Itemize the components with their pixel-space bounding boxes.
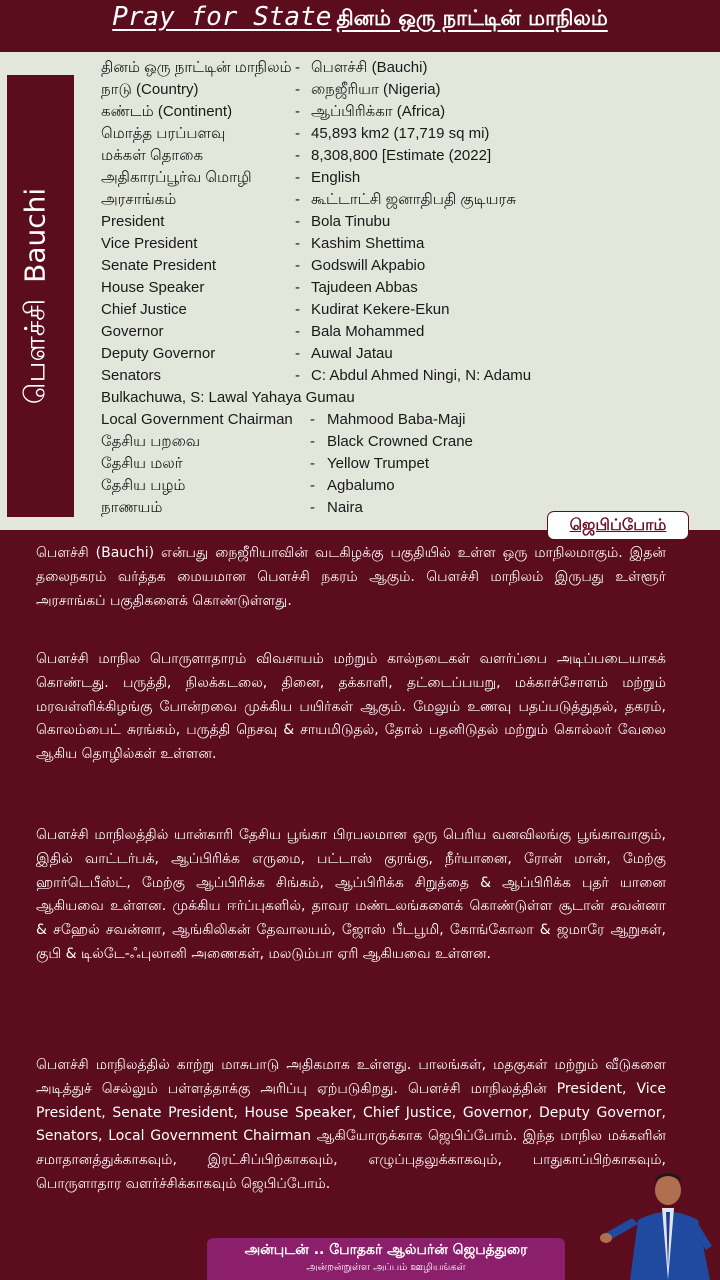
footer-signature	[207, 1238, 565, 1280]
paragraph-intro: பௌச்சி (Bauchi) என்பது நைஜீரியாவின் வடகிழக்கு பகுதியில் உள்ள ஒரு மாநிலமாகும். இதன் தலைநகரம் வர்த்தக மையமான பௌச்சி நகரம் ஆகும். பௌச்சி மாநிலம் இருபது உள்ளூர் அரசாங்கப் பகுதிகளைக் கொண்டுள்ளது.	[36, 545, 666, 609]
info-value: Kudirat Kekere-Ekun	[311, 301, 450, 318]
info-label: Vice President	[101, 235, 198, 252]
info-label: அரசாங்கம்	[101, 191, 177, 208]
info-value: Black Crowned Crane	[327, 433, 473, 450]
info-value: English	[311, 169, 361, 186]
info-value: Bola Tinubu	[311, 213, 391, 230]
info-label: தேசிய பறவை	[101, 433, 201, 450]
info-label: தினம் ஒரு நாட்டின் மாநிலம்	[101, 59, 292, 76]
info-value: 45,893 km2 (17,719 sq mi)	[311, 125, 490, 142]
info-value: Auwal Jatau	[311, 345, 393, 362]
info-label: மக்கள் தொகை	[101, 147, 204, 164]
page-title	[0, 2, 720, 33]
info-label: நாடு (Country)	[101, 81, 199, 98]
paragraph-attractions: பௌச்சி மாநிலத்தில் யான்காரி தேசிய பூங்கா பிரபலமான ஒரு பெரிய வனவிலங்கு பூங்காவாகும், இதில் வாட்டர்பக், ஆப்பிரிக்க எருமை, பட்டாஸ் குரங்கு, நீர்யானை, ரோன் மான், மேற்கு ஹார்டெபீஸ்ட், மேற்கு ஆப்பிரிக்க சிங்கம், ஆப்பிரிக்க சிறுத்தை & ஆப்பிரிக்க புதர் யானை ஆகியவை உள்ளன. முக்கிய ஈர்ப்புகளில், தாவர மண்டலங்களைக் கொண்டுள்ள சூடான் சவன்னா & சஹேல் சவன்னா, ஆங்கிலிகன் தேவாலயம், ஜோஸ் பீடபூமி, கோங்கோலா & ஜமாரே ஆறுகள், குபி & டில்டே-ஃபுலானி அணைகள், மலடும்பா ஏரி ஆகியவை உள்ளன.	[36, 827, 666, 962]
senators-continued: Bulkachuwa, S: Lawal Yahaya Gumau	[101, 389, 355, 406]
info-value: C: Abdul Ahmed Ningi, N: Adamu	[311, 367, 532, 384]
title-tamil: தினம் ஒரு நாட்டின் மாநிலம்	[336, 6, 608, 30]
info-label: Deputy Governor	[101, 345, 216, 362]
info-value: 8,308,800 [Estimate (2022]	[311, 147, 492, 164]
title-english: Pray for State	[112, 2, 332, 32]
footer-ministry: அன்றன்றுள்ள அப்பம் ஊழியங்கள்	[306, 1262, 466, 1273]
info-value: Bala Mohammed	[311, 323, 425, 340]
info-label: Chief Justice	[101, 301, 187, 318]
info-value: Yellow Trumpet	[327, 455, 429, 472]
info-label: கண்டம் (Continent)	[101, 103, 233, 120]
paragraph-prayer: பௌச்சி மாநிலத்தில் காற்று மாசுபாடு அதிகமாக உள்ளது. பாலங்கள், மதகுகள் மற்றும் வீடுகளை அடித்துச் செல்லும் பள்ளத்தாக்கு அரிப்பு ஏற்படுகிறது. பௌச்சி மாநிலத்தின் President, Vice President, Senate President, House Speaker, Chief Justice, Governor, Deputy Governor, Senators, Local Government Chairman ஆகியோருக்காக ஜெபிப்போம். இந்த மாநில மக்களின் சமாதானத்துக்காகவும், இரட்சிப்பிற்காகவும், எழுப்புதலுக்காகவும், பாதுகாப்பிற்காகவும், பொருளாதார வளர்ச்சிக்காகவும் ஜெபிப்போம்.	[36, 1057, 666, 1192]
info-value: ஆப்பிரிக்கா (Africa)	[311, 103, 446, 120]
info-label: மொத்த பரப்பளவு	[101, 125, 226, 142]
info-label: House Speaker	[101, 279, 205, 296]
info-value: கூட்டாட்சி ஜனாதிபதி குடியரசு	[311, 191, 516, 208]
footer-author: அன்புடன் .. போதகர் ஆல்பர்ன் ஜெபத்துரை	[244, 1242, 528, 1258]
info-value: Naira	[327, 499, 363, 516]
info-label: நாணயம்	[101, 499, 163, 516]
info-value: Godswill Akpabio	[311, 257, 426, 274]
info-label: அதிகாரப்பூர்வ மொழி	[101, 169, 252, 186]
info-label: Local Government Chairman	[101, 411, 293, 428]
state-name-vertical	[19, 180, 56, 412]
info-value: பௌச்சி (Bauchi)	[311, 59, 428, 76]
header-bar	[0, 0, 720, 52]
state-name-tamil: பௌச்சி	[18, 298, 52, 405]
info-value: Agbalumo	[327, 477, 395, 494]
info-value: Tajudeen Abbas	[311, 279, 418, 296]
info-value: Mahmood Baba-Maji	[327, 411, 466, 428]
info-label: President	[101, 213, 165, 230]
pray-badge	[548, 512, 688, 539]
info-value: Kashim Shettima	[311, 235, 425, 252]
info-value: நைஜீரியா (Nigeria)	[311, 81, 441, 98]
info-label: தேசிய மலர்	[101, 455, 183, 472]
state-name-english: Bauchi	[18, 187, 52, 283]
paragraph-economy: பௌச்சி மாநில பொருளாதாரம் விவசாயம் மற்றும் கால்நடைகள் வளர்ப்பை அடிப்படையாகக் கொண்டது. பருத்தி, நிலக்கடலை, தினை, தக்காளி, தட்டைப்பயறு, மக்காச்சோளம் மற்றும் மரவள்ளிக்கிழங்கு போன்றவை முக்கிய பயிர்கள் ஆகும். மேலும் உணவு பதப்படுத்துதல், தகரம், கொலம்பைட் சுரங்கம், பருத்தி நெசவு & சாயமிடுதல், தோல் பதனிடுதல் மற்றும் கொல்லர் வேலை ஆகிய தொழில்கள் உள்ளன.	[36, 651, 666, 763]
info-label: தேசிய பழம்	[101, 477, 186, 494]
info-label: Senate President	[101, 257, 217, 274]
info-label: Senators	[101, 367, 162, 384]
info-label: Governor	[101, 323, 164, 340]
pray-badge-label: ஜெபிப்போம்	[569, 515, 667, 534]
pastor-photo	[600, 1168, 720, 1280]
